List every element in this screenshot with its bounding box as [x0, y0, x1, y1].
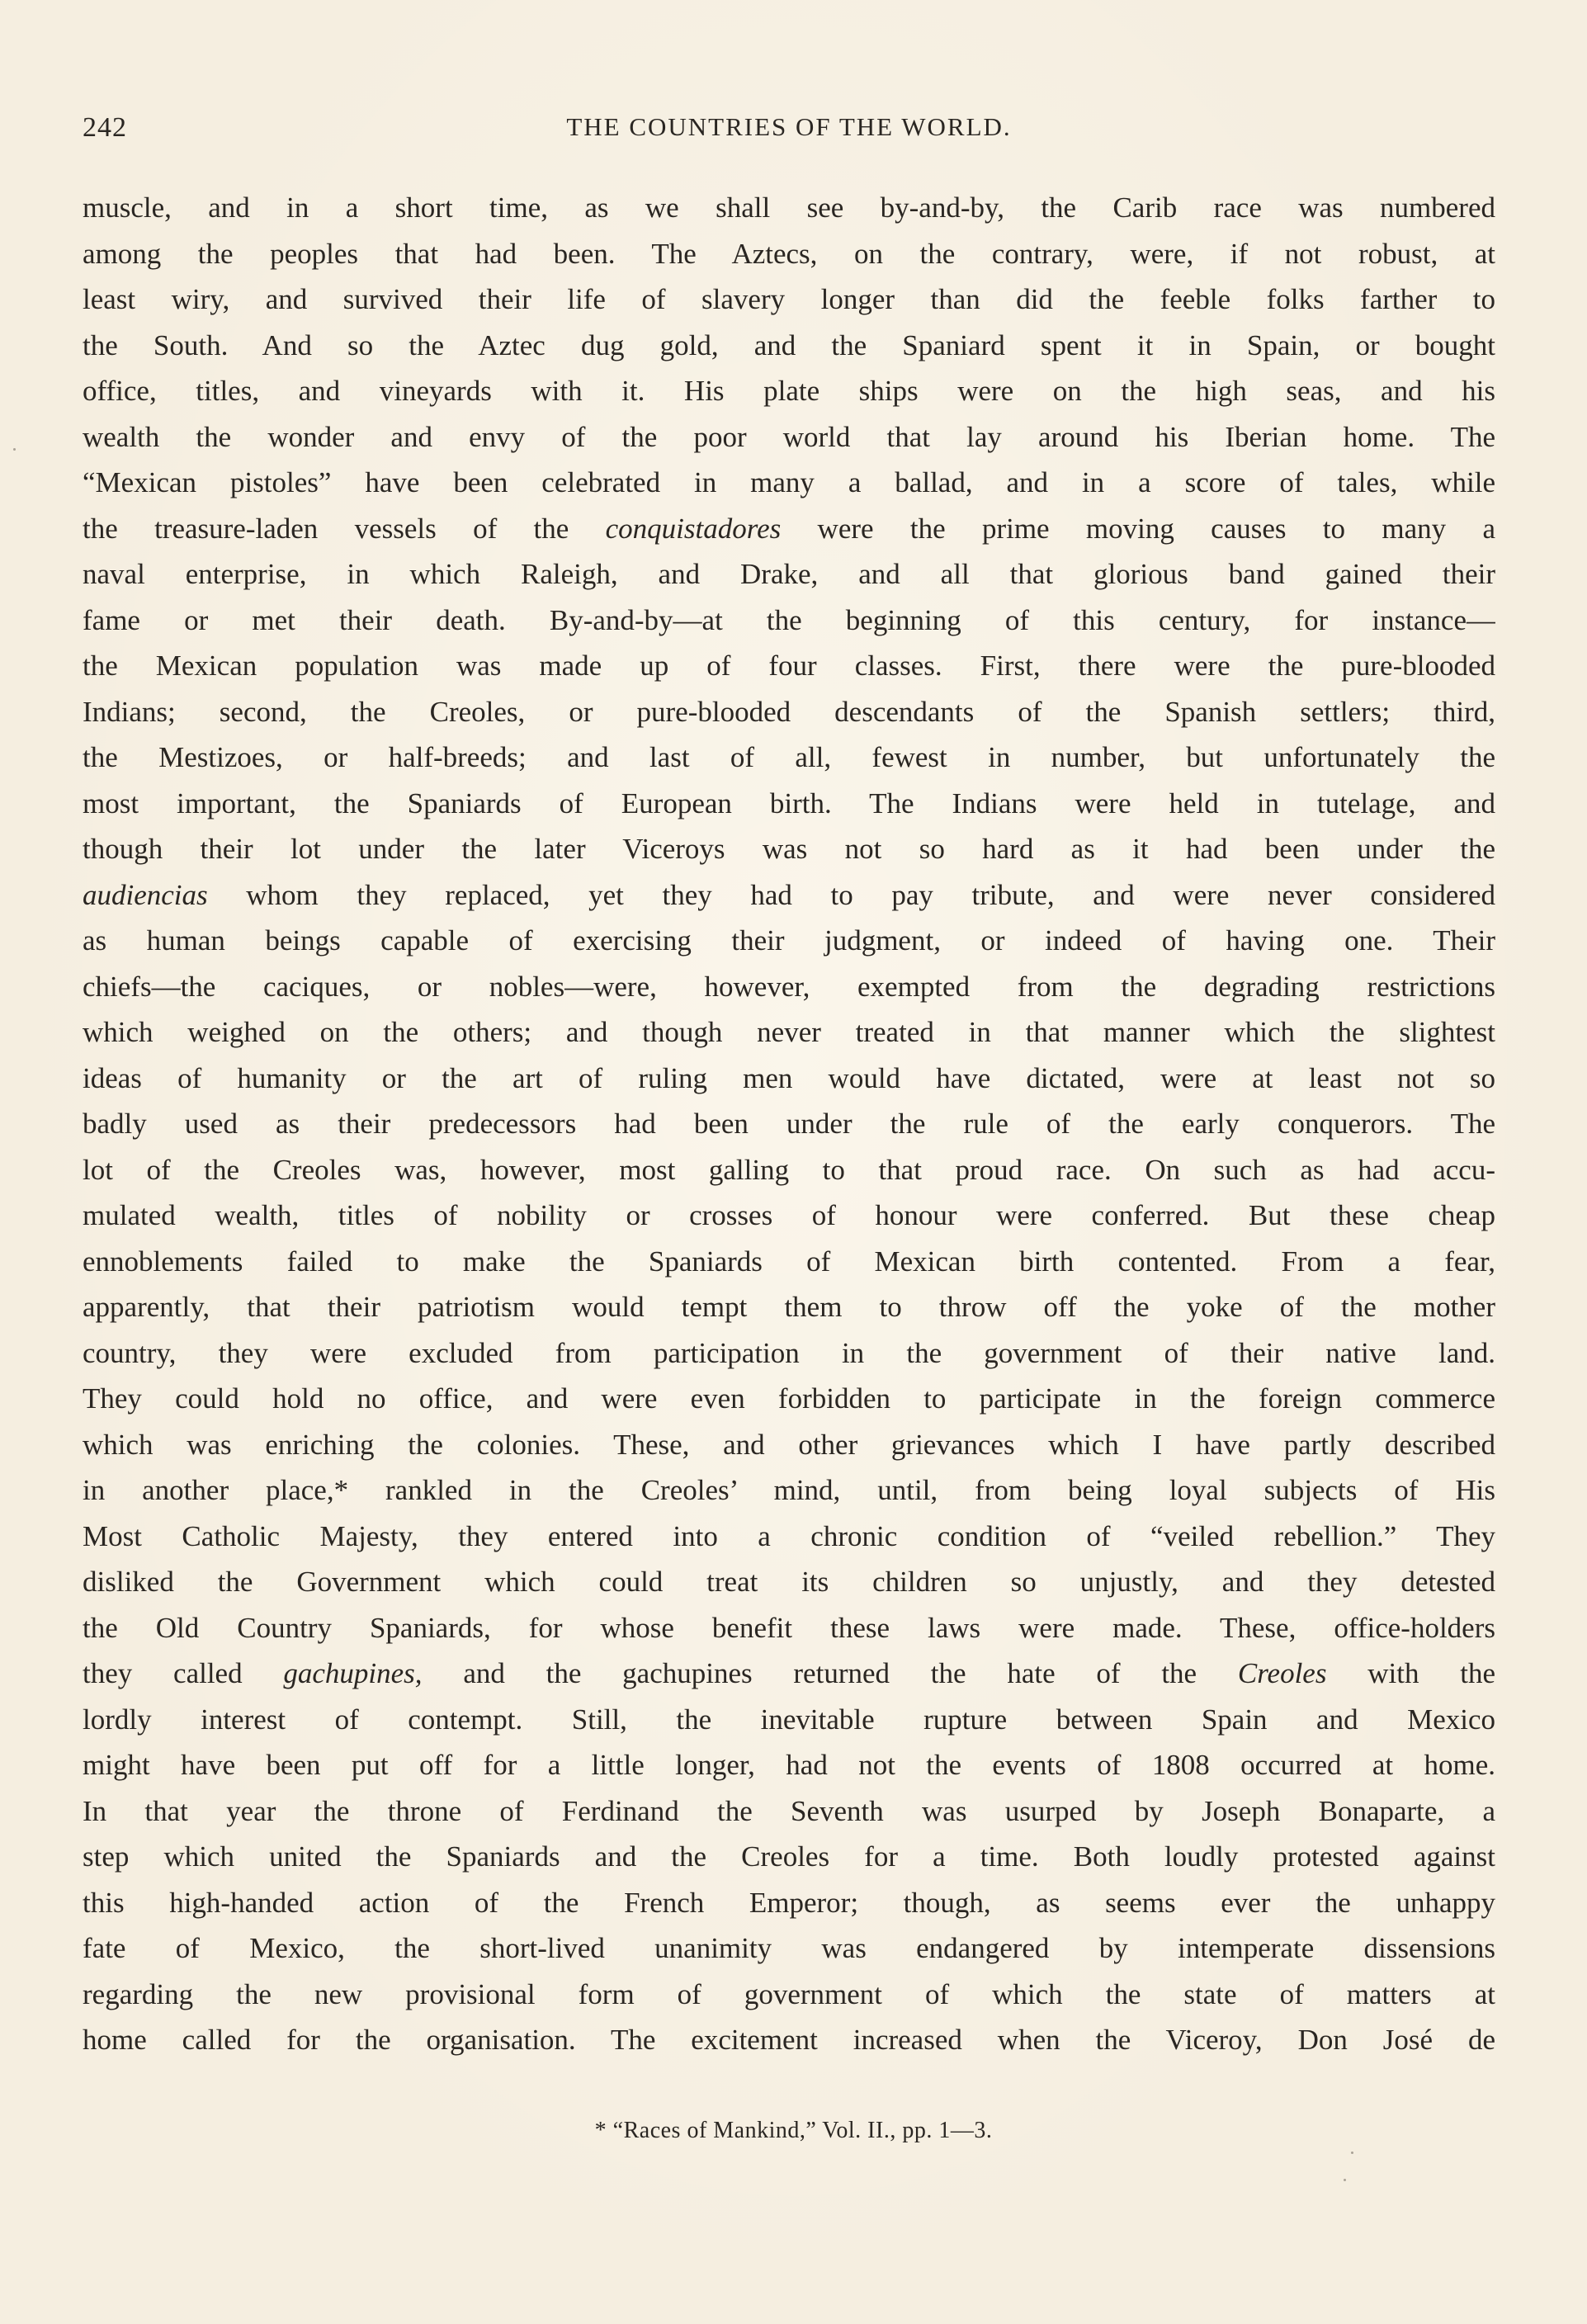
text-line: most important, the Spaniards of European birth. The Indians were held in tutelage, and: [83, 786, 1495, 820]
text-line: audiencias whom they replaced, yet they had to pay tribute, and were never considered: [83, 878, 1495, 911]
text-line: step which united the Spaniards and the Creoles for a time. Both loudly protested against: [83, 1840, 1495, 1873]
body-text: [83, 185, 1495, 2063]
text-line: which was enriching the colonies. These, and other grievances which I have partly described: [83, 1428, 1495, 1461]
text-line: wealth the wonder and envy of the poor world that lay around his Iberian home. The: [83, 420, 1495, 453]
text-line: this high-handed action of the French Emperor; though, as seems ever the unhappy: [83, 1886, 1495, 1919]
text-line: apparently, that their patriotism would tempt them to throw off the yoke of the mother: [83, 1291, 1495, 1323]
text-line: Indians; second, the Creoles, or pure-blooded descendants of the Spanish settlers; third,: [83, 695, 1495, 728]
text-line: which weighed on the others; and though never treated in that manner which the slightest: [83, 1016, 1495, 1048]
text-line: though their lot under the later Viceroys was not so hard as it had been under the: [83, 833, 1495, 865]
text-line: might have been put off for a little longer, had not the events of 1808 occurred at home.: [83, 1749, 1495, 1781]
text-line: regarding the new provisional form of government of which the state of matters at: [83, 1977, 1495, 2010]
text-line: as human beings capable of exercising their judgment, or indeed of having one. Their: [83, 924, 1495, 957]
paper-speck: [1344, 2179, 1346, 2181]
footnote: * “Races of Mankind,” Vol. II., pp. 1—3.: [594, 2118, 993, 2143]
text-line: least wiry, and survived their life of slavery longer than did the feeble folks farther to: [83, 283, 1495, 315]
text-line: the Mexican population was made up of four classes. First, there were the pure-blooded: [83, 649, 1495, 682]
text-line: ideas of humanity or the art of ruling men would have dictated, were at least not so: [83, 1061, 1495, 1094]
text-line: the Mestizoes, or half-breeds; and last of all, fewest in number, but unfortunately the: [83, 741, 1495, 773]
page-number: 242: [83, 112, 127, 143]
text-line: muscle, and in a short time, as we shall see by-and-by, the Carib race was numbered: [83, 191, 1495, 224]
text-line: lordly interest of contempt. Still, the inevitable rupture between Spain and Mexico: [83, 1703, 1495, 1736]
text-line: in another place,* rankled in the Creoles’ mind, until, from being loyal subjects of His: [83, 1474, 1495, 1506]
text-line: In that year the throne of Ferdinand the Seventh was usurped by Joseph Bonaparte, a: [83, 1794, 1495, 1827]
text-line: disliked the Government which could treat its children so unjustly, and they detested: [83, 1566, 1495, 1598]
text-line: country, they were excluded from participation in the government of their native land.: [83, 1336, 1495, 1369]
text-line: they called gachupines, and the gachupines returned the hate of the Creoles with the: [83, 1657, 1495, 1689]
paper-speck: [1351, 2152, 1353, 2154]
text-line: home called for the organisation. The excitement increased when the Viceroy, Don José de: [83, 2024, 1495, 2056]
text-line: They could hold no office, and were even forbidden to participate in the foreign commerce: [83, 1382, 1495, 1415]
text-line: the Old Country Spaniards, for whose benefit these laws were made. These, office-holders: [83, 1611, 1495, 1644]
text-line: the treasure-laden vessels of the conquistadores were the prime moving causes to many a: [83, 512, 1495, 545]
text-line: Most Catholic Majesty, they entered into a chronic condition of “veiled rebellion.” They: [83, 1519, 1495, 1552]
text-line: badly used as their predecessors had been under the rule of the early conquerors. The: [83, 1108, 1495, 1140]
text-line: naval enterprise, in which Raleigh, and Drake, and all that glorious band gained their: [83, 558, 1495, 590]
text-line: the South. And so the Aztec dug gold, and the Spaniard spent it in Spain, or bought: [83, 328, 1495, 361]
text-line: fate of Mexico, the short-lived unanimity was endangered by intemperate dissensions: [83, 1932, 1495, 1964]
text-line: office, titles, and vineyards with it. His plate ships were on the high seas, and his: [83, 375, 1495, 407]
page-header: [83, 112, 1495, 152]
text-line: ennoblements failed to make the Spaniards of Mexican birth contented. From a fear,: [83, 1245, 1495, 1278]
text-line: among the peoples that had been. The Aztecs, on the contrary, were, if not robust, at: [83, 237, 1495, 270]
text-line: fame or met their death. By-and-by—at the beginning of this century, for instance—: [83, 603, 1495, 636]
running-title: THE COUNTRIES OF THE WORLD.: [566, 112, 1012, 141]
text-line: lot of the Creoles was, however, most galling to that proud race. On such as had accu-: [83, 1153, 1495, 1186]
text-line: chiefs—the caciques, or nobles—were, however, exempted from the degrading restrictions: [83, 970, 1495, 1003]
text-line: mulated wealth, titles of nobility or crosses of honour were conferred. But these cheap: [83, 1199, 1495, 1231]
text-line: “Mexican pistoles” have been celebrated in many a ballad, and in a score of tales, while: [83, 466, 1495, 498]
paper-speck: [13, 448, 16, 451]
